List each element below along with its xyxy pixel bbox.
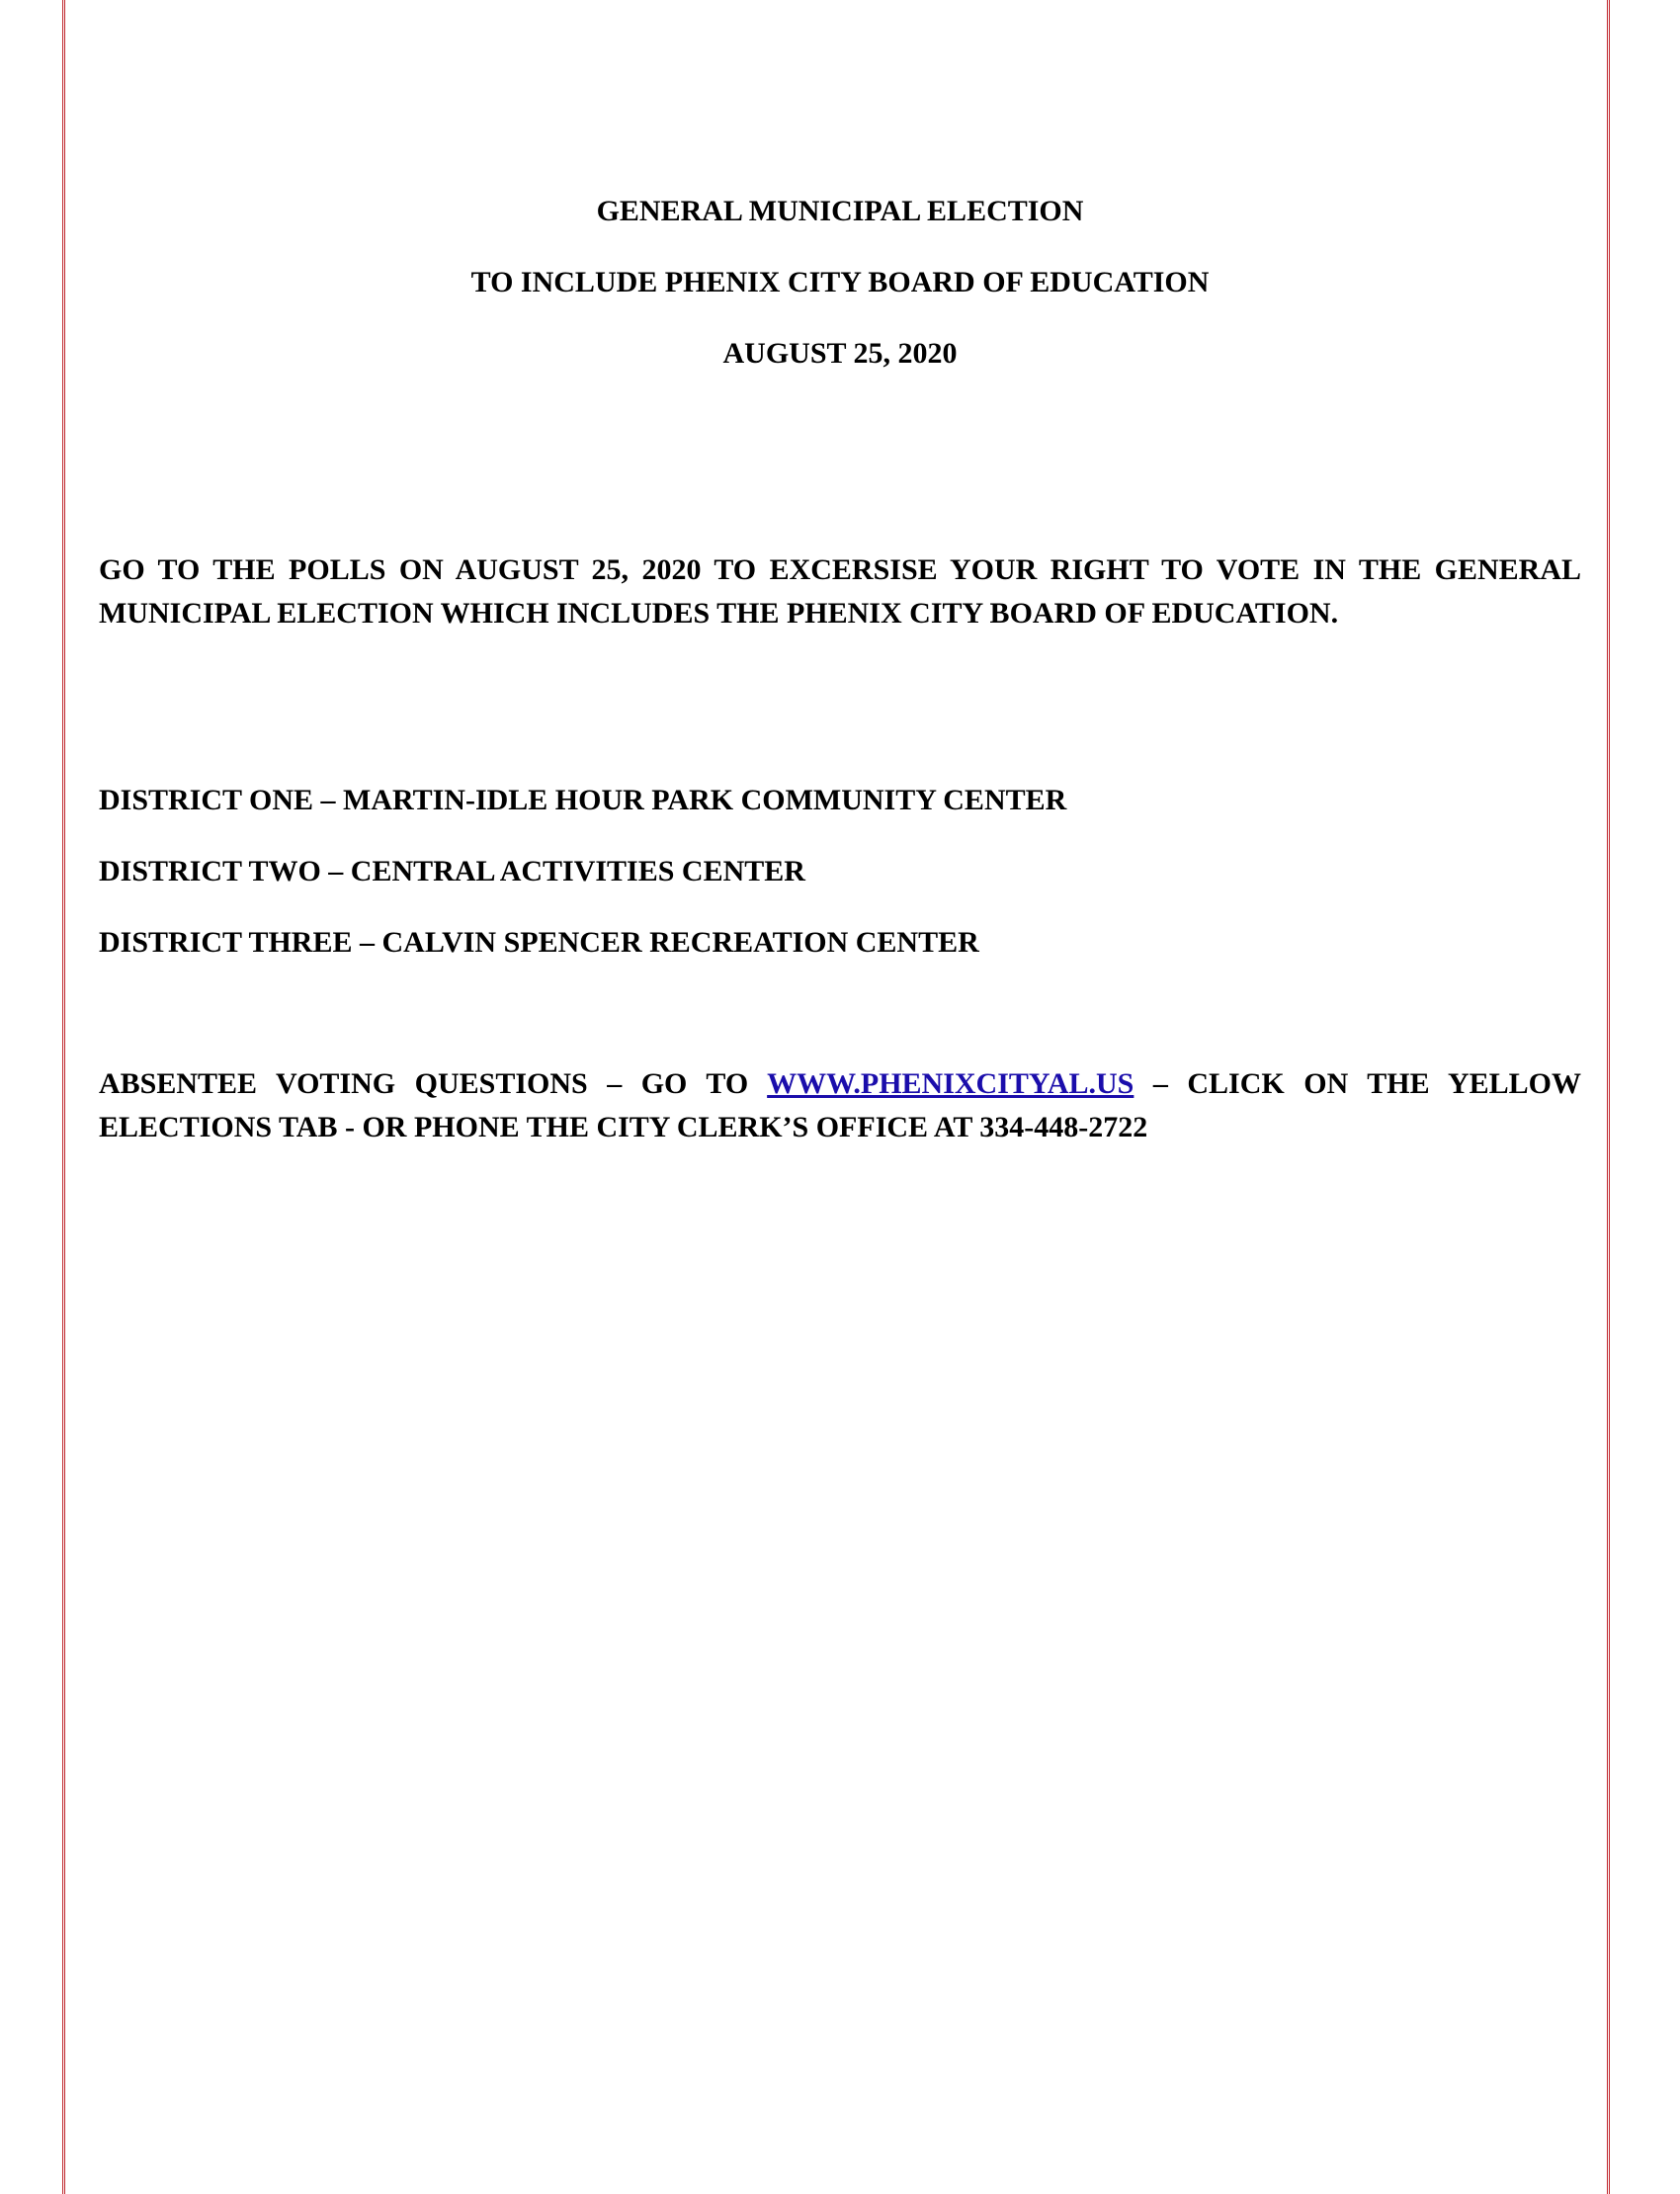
absentee-paragraph: [99, 1062, 1581, 1149]
absentee-section: [99, 1062, 1581, 1149]
city-website-link[interactable]: WWW.PHENIXCITYAL.US: [767, 1067, 1134, 1100]
district-three-location: DISTRICT THREE – CALVIN SPENCER RECREATION CENTER: [99, 926, 979, 959]
district-one-location: DISTRICT ONE – MARTIN-IDLE HOUR PARK COMMUNITY CENTER: [99, 784, 1067, 816]
intro-section: [99, 548, 1581, 635]
heading-election-title: GENERAL MUNICIPAL ELECTION: [596, 195, 1084, 227]
absentee-suffix: – CLICK ON THE YELLOW ELECTIONS TAB - OR PHONE THE CITY CLERK’S OFFICE AT 334-448-2722: [99, 1067, 1582, 1143]
heading-board-of-education: TO INCLUDE PHENIX CITY BOARD OF EDUCATION: [470, 266, 1210, 298]
district-two-location: DISTRICT TWO – CENTRAL ACTIVITIES CENTER: [99, 855, 805, 887]
heading-election-date: AUGUST 25, 2020: [722, 337, 958, 370]
polling-locations: [99, 779, 1581, 992]
intro-paragraph: GO TO THE POLLS ON AUGUST 25, 2020 TO EXCERSISE YOUR RIGHT TO VOTE IN THE GENERAL MUNICIPAL ELECTION WHICH INCLUDES THE PHENIX CITY BOARD OF EDUCATION.: [99, 553, 1581, 630]
absentee-prefix: ABSENTEE VOTING QUESTIONS – GO TO: [99, 1067, 768, 1100]
document-heading: [99, 194, 1581, 407]
